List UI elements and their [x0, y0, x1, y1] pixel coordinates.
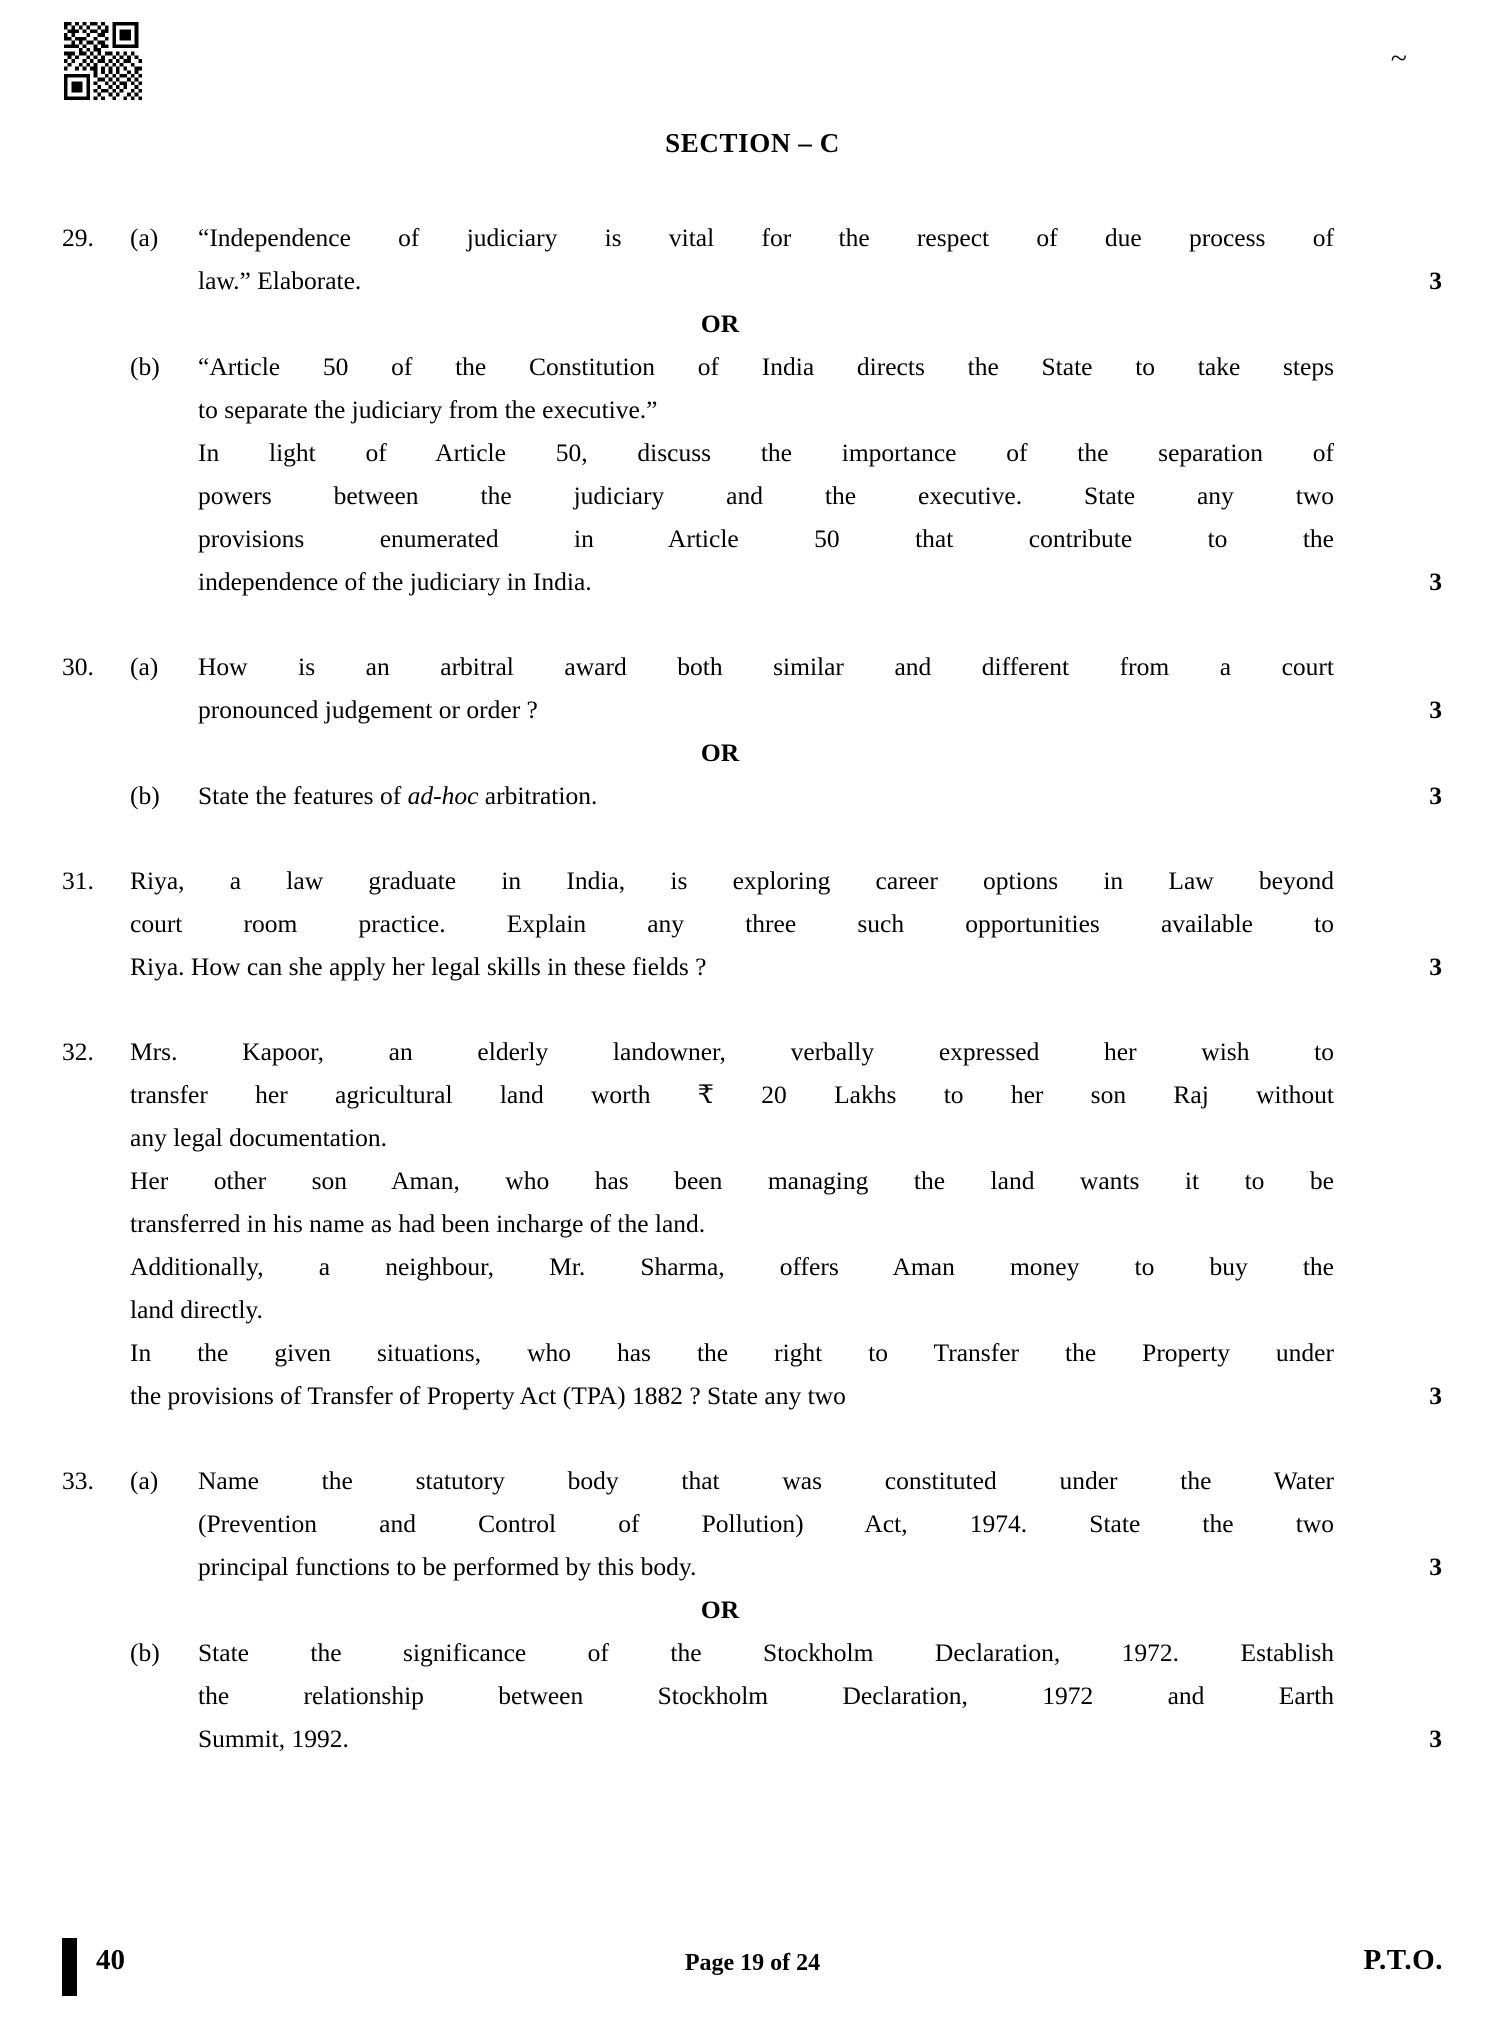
- question-line: “Article 50 of the Constitution of India directs the State to take steps: [198, 352, 1334, 381]
- section-heading: SECTION – C: [665, 128, 840, 158]
- marks-29a: 3: [1429, 266, 1442, 295]
- question-number: 31.: [62, 866, 94, 895]
- question-line: pronounced judgement or order ?: [198, 695, 538, 724]
- question-number: 32.: [62, 1037, 94, 1066]
- question-line: powers between the judiciary and the executive. State any two: [198, 481, 1334, 510]
- part-label: (b): [130, 781, 160, 810]
- part-label: (a): [130, 1466, 159, 1495]
- question-30: [62, 645, 1442, 817]
- question-line: transferred in his name as had been incharge of the land.: [130, 1209, 706, 1238]
- question-line: independence of the judiciary in India.: [198, 567, 592, 596]
- question-31: [62, 859, 1442, 988]
- question-line: State the significance of the Stockholm Declaration, 1972. Establish: [198, 1638, 1334, 1667]
- marks-30a: 3: [1429, 695, 1442, 724]
- questions-container: [62, 216, 1442, 1760]
- question-text: [130, 1030, 1334, 1417]
- question-line: provisions enumerated in Article 50 that contribute to the: [198, 524, 1334, 553]
- question-line: State the features of ad-hoc arbitration.: [198, 781, 598, 810]
- question-line: Mrs. Kapoor, an elderly landowner, verbally expressed her wish to: [130, 1037, 1334, 1066]
- question-line: Additionally, a neighbour, Mr. Sharma, offers Aman money to buy the: [130, 1252, 1334, 1281]
- or-divider-33: [62, 1588, 1442, 1631]
- question-line: How is an arbitral award both similar and different from a court: [198, 652, 1334, 681]
- question-line: transfer her agricultural land worth ₹ 20 Lakhs to her son Raj without: [130, 1080, 1334, 1109]
- question-number: 29.: [62, 223, 94, 252]
- italic-term: ad-hoc: [407, 781, 479, 810]
- question-line: “Independence of judiciary is vital for the respect of due process of: [198, 223, 1334, 252]
- or-label: OR: [700, 738, 740, 767]
- qr-code-icon: [64, 22, 142, 100]
- paper-code: 40: [96, 1944, 125, 1976]
- or-label: OR: [700, 309, 740, 338]
- or-divider-29: [62, 302, 1442, 345]
- question-line: principal functions to be performed by this body.: [198, 1552, 697, 1581]
- question-line: Riya, a law graduate in India, is exploring career options in Law beyond: [130, 866, 1334, 895]
- marks-32: 3: [1429, 1381, 1442, 1410]
- question-line: In light of Article 50, discuss the importance of the separation of: [198, 438, 1334, 467]
- or-divider-30: [62, 731, 1442, 774]
- stray-tilde-mark: ~: [1390, 42, 1407, 75]
- marks-31: 3: [1429, 952, 1442, 981]
- question-number: 30.: [62, 652, 94, 681]
- question-32: [62, 1030, 1442, 1417]
- question-line: any legal documentation.: [130, 1123, 388, 1152]
- part-label: (a): [130, 652, 159, 681]
- question-line: In the given situations, who has the right to Transfer the Property under: [130, 1338, 1334, 1367]
- question-number: 33.: [62, 1466, 94, 1495]
- page-number: Page 19 of 24: [684, 1950, 821, 1976]
- question-32-row: [62, 1030, 1442, 1417]
- part-label: (b): [130, 1638, 160, 1667]
- page-footer: [62, 1934, 1443, 2000]
- question-line: Her other son Aman, who has been managing the land wants it to be: [130, 1166, 1334, 1195]
- question-line: Summit, 1992.: [198, 1724, 349, 1753]
- question-line: (Prevention and Control of Pollution) Act, 1974. State the two: [198, 1509, 1334, 1538]
- marks-29b: 3: [1429, 567, 1442, 596]
- marks-30b: 3: [1429, 781, 1442, 810]
- question-line: the relationship between Stockholm Declaration, 1972 and Earth: [198, 1681, 1334, 1710]
- question-line: court room practice. Explain any three such opportunities available to: [130, 909, 1334, 938]
- question-line: land directly.: [130, 1295, 263, 1324]
- question-33: [62, 1459, 1442, 1760]
- part-label: (a): [130, 223, 159, 252]
- marks-33b: 3: [1429, 1724, 1442, 1753]
- part-label: (b): [130, 352, 160, 381]
- marks-33a: 3: [1429, 1552, 1442, 1581]
- question-29: [62, 216, 1442, 603]
- question-line: to separate the judiciary from the executive.”: [198, 395, 658, 424]
- or-label: OR: [700, 1595, 740, 1624]
- question-text: [198, 774, 1334, 817]
- pto-label: P.T.O.: [1363, 1944, 1443, 1976]
- question-line: the provisions of Transfer of Property Act (TPA) 1882 ? State any two: [130, 1381, 846, 1410]
- question-line: Name the statutory body that was constituted under the Water: [198, 1466, 1334, 1495]
- question-30-part-b: [62, 774, 1442, 817]
- question-line: Riya. How can she apply her legal skills in these fields ?: [130, 952, 707, 981]
- question-line: law.” Elaborate.: [198, 266, 362, 295]
